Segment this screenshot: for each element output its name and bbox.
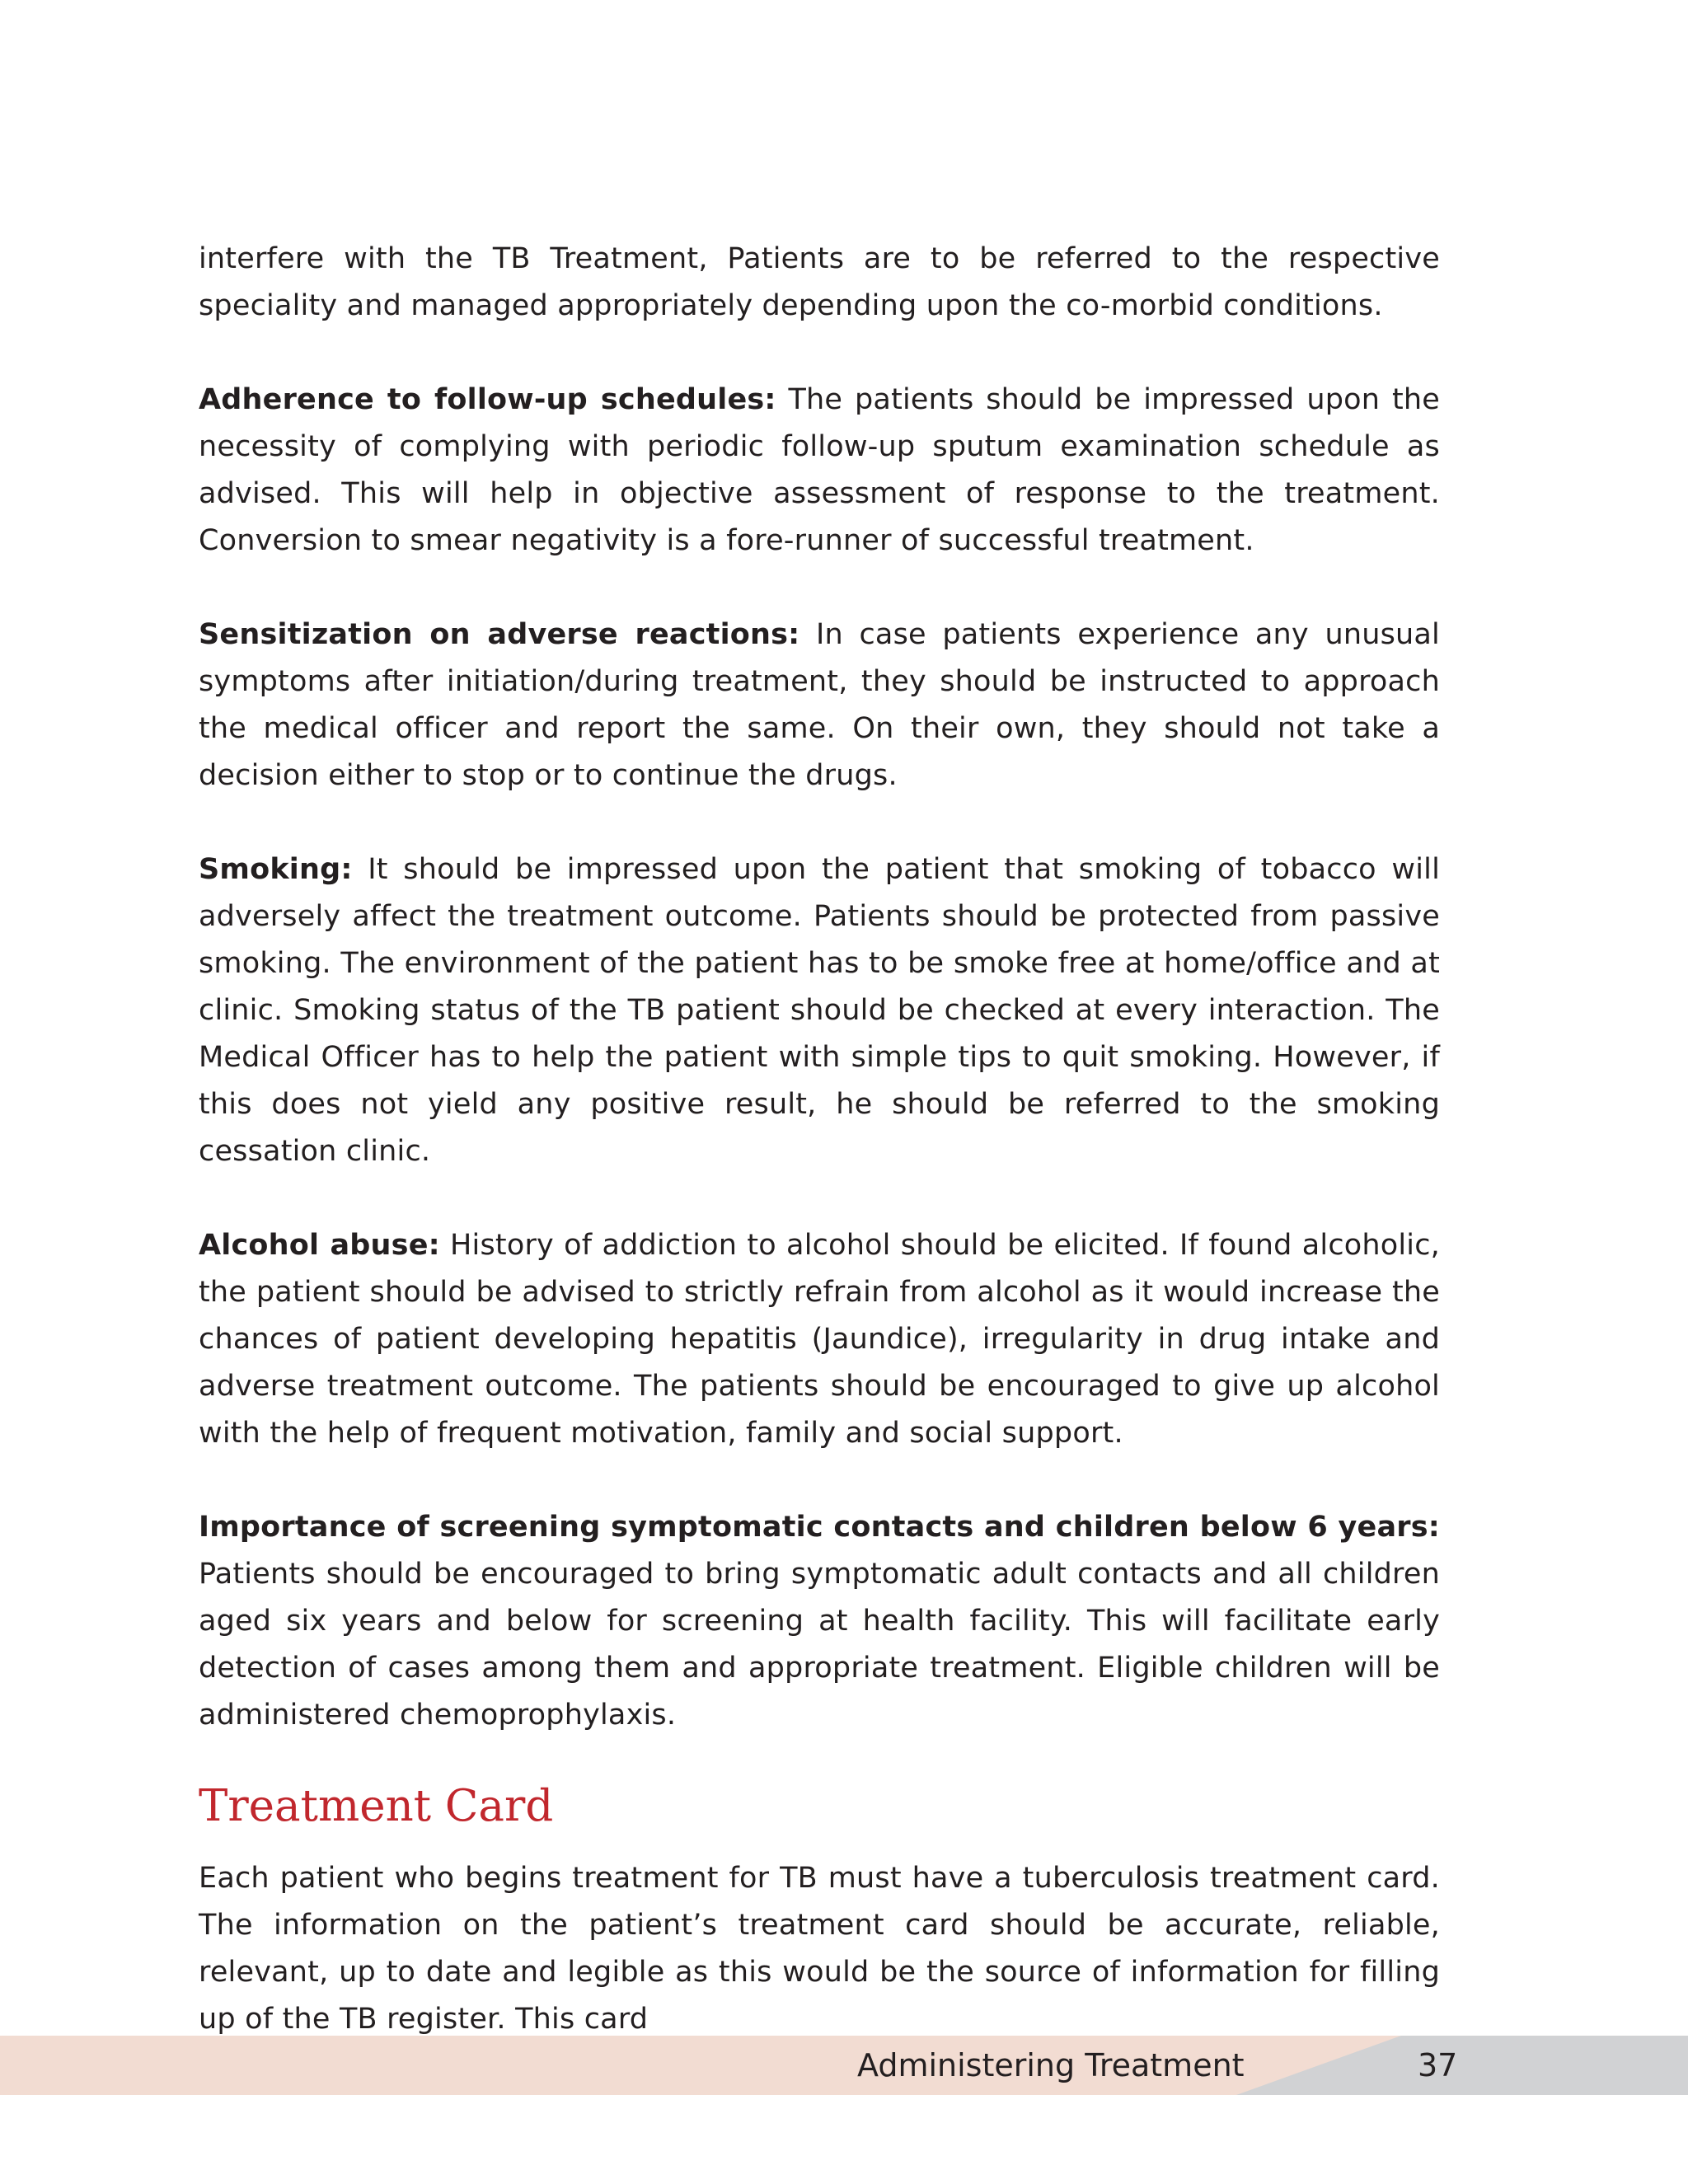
paragraph-label: Adherence to follow-up schedules: <box>199 383 776 416</box>
paragraph-text: In case patients experience any unusual symptoms after initiation/during treatment, they should be instructed to approach the medical officer and report the same. On their own, they should not take a decision either to stop or to continue the drugs. <box>199 618 1440 792</box>
footer-page-tab <box>1236 2036 1688 2095</box>
paragraph-text: interfere with the TB Treatment, Patients are to be referred to the respective speciality and managed appropriately depending upon the co-morbid conditions. <box>199 242 1440 322</box>
paragraph-treatment-card <box>199 1855 1440 2043</box>
paragraph-smoking <box>199 846 1440 1175</box>
page-body <box>199 236 1440 2090</box>
paragraph-adverse-reactions <box>199 612 1440 799</box>
paragraph-alcohol <box>199 1222 1440 1457</box>
paragraph-text: Patients should be encouraged to bring symptomatic adult contacts and all children aged six years and below for screening at health facility. This will facilitate early detection of cases among them and appropriate treatment. Eligible children will be administered chemoprophylaxis. <box>199 1558 1440 1732</box>
paragraph-comorbid <box>199 236 1440 330</box>
paragraph-text: History of addiction to alcohol should be elicited. If found alcoholic, the patient should be advised to strictly refrain from alcohol as it would increase the chances of patient developing hepatitis (Jaundice), irregularity in drug intake and adverse treatment outcome. The patients should be encouraged to give up alcohol with the help of frequent motivation, family and social support. <box>199 1229 1440 1450</box>
footer-chapter-title: Administering Treatment <box>857 2047 1245 2083</box>
section-heading: Treatment Card <box>199 1781 554 1831</box>
paragraph-text: The patients should be impressed upon the necessity of complying with periodic follow-up sputum examination schedule as advised. This will help in objective assessment of response to the treatment. Conversion to smear negativity is a fore-runner of successful treatment. <box>199 383 1440 557</box>
paragraph-follow-up <box>199 377 1440 565</box>
paragraph-label: Smoking: <box>199 853 353 886</box>
paragraph-text: Each patient who begins treatment for TB must have a tuberculosis treatment card. The information on the patient’s treatment card should be accurate, reliable, relevant, up to date and legible as this would be the source of information for filling up of the TB register. This card <box>199 1862 1440 2036</box>
paragraph-screening-contacts <box>199 1504 1440 1739</box>
paragraph-text: It should be impressed upon the patient that smoking of tobacco will adversely affect the treatment outcome. Patients should be protected from passive smoking. The environment of the patient has to be smoke free at home/office and at clinic. Smoking status of the TB patient should be checked at every interaction. The Medical Officer has to help the patient with simple tips to quit smoking. However, if this does not yield any positive result, he should be referred to the smoking cessation clinic. <box>199 853 1440 1168</box>
page-number: 37 <box>1418 2047 1458 2083</box>
paragraph-label: Importance of screening symptomatic contacts and children below 6 years: <box>199 1511 1440 1544</box>
paragraph-label: Alcohol abuse: <box>199 1229 440 1262</box>
paragraph-label: Sensitization on adverse reactions: <box>199 618 800 651</box>
